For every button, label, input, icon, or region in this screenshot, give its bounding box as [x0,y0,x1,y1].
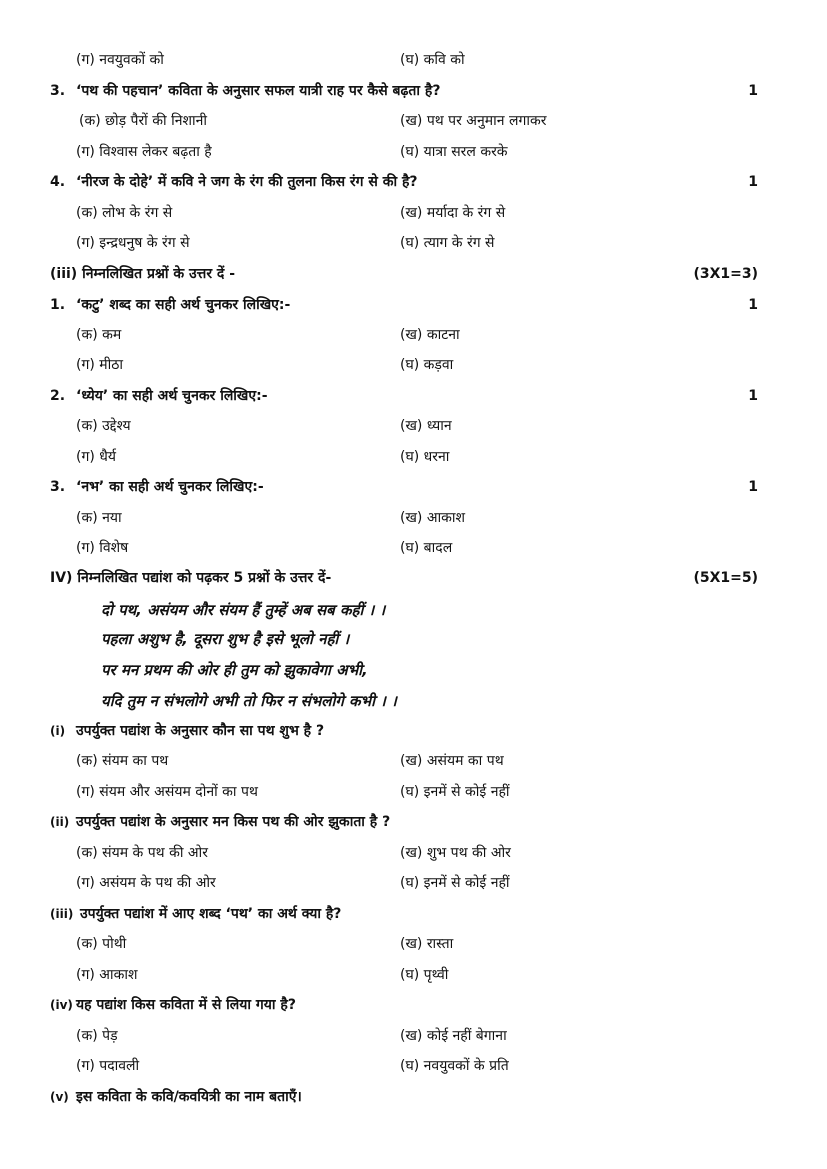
option-gh: (घ) बादल [400,540,453,556]
option-row [0,1025,827,1047]
option-gh: (घ) नवयुवकों के प्रति [400,1058,509,1074]
option-g: (ग) विशेष [76,540,129,556]
option-row [0,324,827,346]
option-g: (ग) असंयम के पथ की ओर [76,875,216,891]
question-marks: 1 [748,83,758,99]
option-k: (क) पेड़ [76,1028,118,1044]
question-row [0,720,827,742]
question-marks: 1 [748,479,758,495]
question-number: (v) [50,1090,69,1104]
question-text: उपर्युक्त पद्यांश के अनुसार मन किस पथ की ओर झुकाता है ? [76,814,391,830]
poem-line-4: यदि तुम न संभलोगे अभी तो फिर न संभलोगे कभी । । [101,692,397,710]
question-row [0,171,827,193]
option-gh: (घ) त्याग के रंग से [400,235,495,251]
question-text: ‘ध्येय’ का सही अर्थ चुनकर लिखिए:- [76,388,268,404]
question-text: ‘पथ की पहचान’ कविता के अनुसार सफल यात्री राह पर कैसे बढ़ता है? [76,83,441,99]
option-kh: (ख) काटना [400,327,460,343]
section-marks: (5X1=5) [693,570,758,586]
question-number: (iv) [50,998,73,1012]
option-kh: (ख) रास्ता [400,936,454,952]
option-k: (क) पोथी [76,936,127,952]
poem-line [0,689,827,713]
question-number: 4. [50,174,66,190]
question-marks: 1 [748,388,758,404]
question-number: 2. [50,388,66,404]
option-row [0,933,827,955]
poem-line-1: दो पथ, असंयम और संयम हैं तुम्हें अब सब कहीं । । [101,601,386,619]
option-kh: (ख) कोई नहीं बेगाना [400,1028,507,1044]
option-row [0,842,827,864]
option-row [0,507,827,529]
question-row [0,294,827,316]
option-row [0,354,827,376]
poem-line [0,658,827,682]
option-k: (क) छोड़ पैरों की निशानी [79,113,208,129]
option-k: (क) कम [76,327,122,343]
question-number: (ii) [50,815,70,829]
question-number: 3. [50,479,66,495]
question-row [0,994,827,1016]
option-k: (क) नया [76,510,122,526]
option-gh: (घ) इनमें से कोई नहीं [400,784,510,800]
section-label: IV) निम्नलिखित पद्यांश को पढ़कर 5 प्रश्नों के उत्तर दें- [50,570,332,586]
option-row [0,537,827,559]
poem-line [0,627,827,651]
option-kh: (ख) ध्यान [400,418,452,434]
option-g: (ग) नवयुवकों को [76,52,164,68]
question-row [0,80,827,102]
section-heading [0,567,827,589]
question-marks: 1 [748,174,758,190]
option-row [0,110,827,132]
option-gh: (घ) धरना [400,449,450,465]
question-text: ‘नीरज के दोहे’ में कवि ने जग के रंग की तुलना किस रंग से की है? [76,174,418,190]
question-number: (i) [50,724,66,738]
question-text: ‘कटु’ शब्द का सही अर्थ चुनकर लिखिए:- [76,297,291,313]
option-kh: (ख) असंयम का पथ [400,753,504,769]
option-row [0,964,827,986]
option-gh: (घ) कड़वा [400,357,454,373]
poem-line-2: पहला अशुभ है, दूसरा शुभ है इसे भूलो नहीं । [101,630,350,648]
option-g: (ग) विश्वास लेकर बढ़ता है [76,144,212,160]
question-row [0,385,827,407]
question-number: 1. [50,297,66,313]
option-g: (ग) आकाश [76,967,138,983]
option-g: (ग) मीठा [76,357,124,373]
option-row [0,750,827,772]
option-g: (ग) संयम और असंयम दोनों का पथ [76,784,258,800]
question-text: उपर्युक्त पद्यांश में आए शब्द ‘पथ’ का अर्थ क्या है? [80,906,342,922]
section-heading [0,263,827,285]
option-row [0,781,827,803]
question-row [0,903,827,925]
option-row [0,141,827,163]
option-gh: (घ) कवि को [400,52,465,68]
poem-line-3: पर मन प्रथम की ओर ही तुम को झुकावेगा अभी, [101,661,368,679]
option-k: (क) संयम के पथ की ओर [76,845,208,861]
option-g: (ग) इन्द्रधनुष के रंग से [76,235,190,251]
option-gh: (घ) यात्रा सरल करके [400,144,508,160]
option-row [0,446,827,468]
option-k: (क) संयम का पथ [76,753,169,769]
question-row [0,811,827,833]
option-kh: (ख) पथ पर अनुमान लगाकर [400,113,547,129]
option-gh: (घ) पृथ्वी [400,967,449,983]
option-kh: (ख) आकाश [400,510,466,526]
option-k: (क) उद्देश्य [76,418,131,434]
option-kh: (ख) शुभ पथ की ओर [400,845,511,861]
question-marks: 1 [748,297,758,313]
option-kh: (ख) मर्यादा के रंग से [400,205,506,221]
section-label: (iii) निम्नलिखित प्रश्नों के उत्तर दें - [50,266,236,282]
option-row [0,415,827,437]
question-text: उपर्युक्त पद्यांश के अनुसार कौन सा पथ शुभ है ? [76,723,325,739]
poem-line [0,598,827,622]
option-row [0,872,827,894]
question-row [0,1086,827,1108]
question-row [0,476,827,498]
question-number: 3. [50,83,66,99]
option-row [0,1055,827,1077]
option-gh: (घ) इनमें से कोई नहीं [400,875,510,891]
option-row [0,49,827,71]
option-row [0,232,827,254]
option-k: (क) लोभ के रंग से [76,205,173,221]
option-g: (ग) पदावली [76,1058,140,1074]
question-text: इस कविता के कवि/कवयित्री का नाम बताएँ। [76,1089,302,1105]
question-number: (iii) [50,907,74,921]
section-marks: (3X1=3) [693,266,758,282]
question-text: ‘नभ’ का सही अर्थ चुनकर लिखिए:- [76,479,264,495]
option-g: (ग) धैर्य [76,449,116,465]
option-row [0,202,827,224]
question-text: यह पद्यांश किस कविता में से लिया गया है? [76,997,296,1013]
